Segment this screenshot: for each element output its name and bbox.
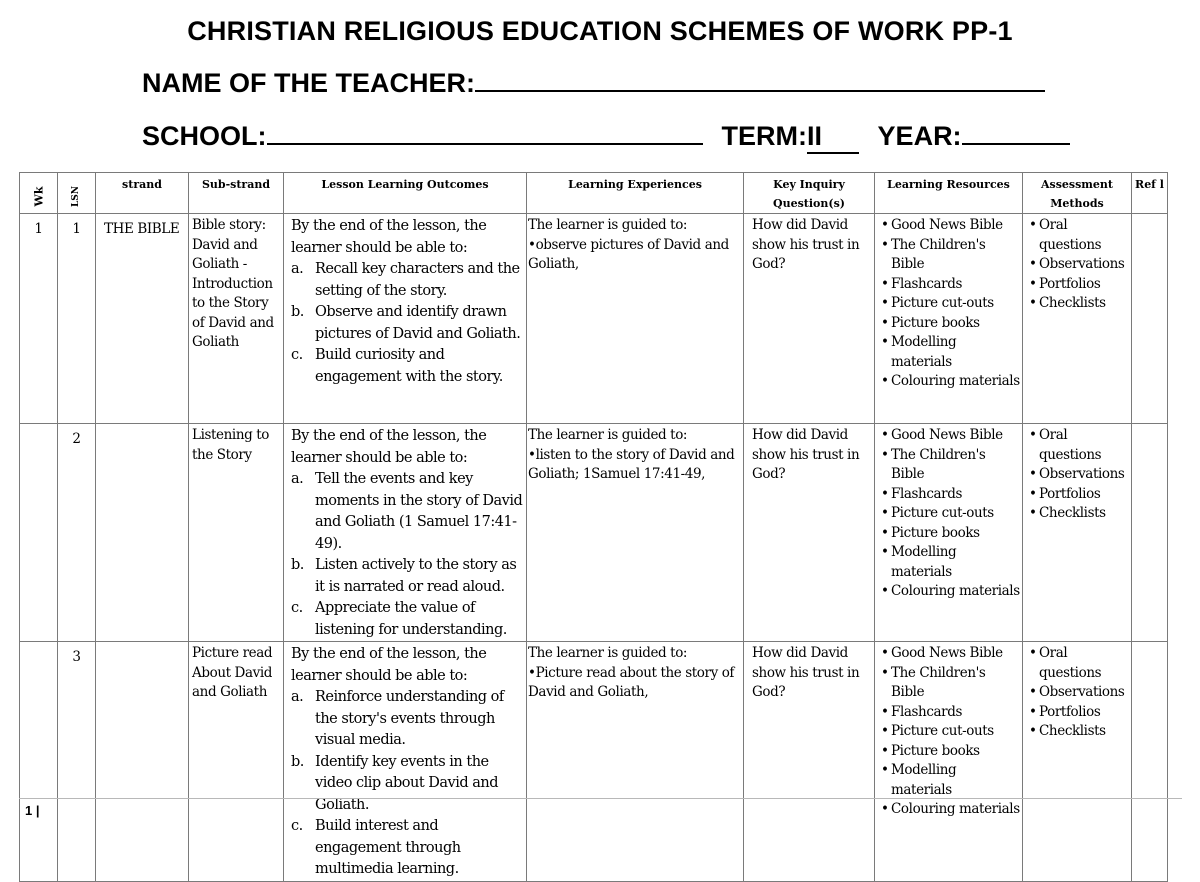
table-row (20, 642, 1168, 882)
resource-item: • Flashcards (881, 703, 1020, 723)
cell-lsn: 2 (58, 424, 96, 642)
cell-sub-strand: Picture read About David and Goliath (189, 642, 284, 882)
resource-item: • The Children's Bible (881, 236, 1020, 275)
assessment-item: • Oral questions (1029, 644, 1129, 683)
school-term-year-line (142, 121, 1070, 154)
assessment-item: • Observations (1029, 255, 1129, 275)
col-header-outcomes: Lesson Learning Outcomes (284, 173, 527, 214)
cell-wk: 1 (20, 214, 58, 424)
resource-item: • Picture cut-outs (881, 294, 1020, 314)
resource-item: • The Children's Bible (881, 446, 1020, 485)
assessment-item: • Checklists (1029, 504, 1129, 524)
resource-item: • Flashcards (881, 485, 1020, 505)
teacher-name-line (142, 68, 1045, 99)
cell-lsn: 3 (58, 642, 96, 882)
cell-resources (875, 642, 1023, 882)
outcomes-intro: By the end of the lesson, the learner should be able to: (291, 428, 487, 466)
year-blank[interactable] (962, 121, 1070, 145)
resource-item: • Picture cut-outs (881, 504, 1020, 524)
footer-divider (19, 798, 1182, 799)
outcomes-list (291, 469, 523, 641)
term-label: TERM: (721, 121, 808, 151)
resource-item: • Modelling materials (881, 333, 1020, 372)
outcome-item: b. Listen actively to the story as it is narrated or read aloud. (291, 557, 517, 595)
cell-assessment (1023, 424, 1132, 642)
resource-item: • Picture books (881, 742, 1020, 762)
col-header-key-inquiry: Key Inquiry Question(s) (744, 173, 875, 214)
cell-ref (1132, 424, 1168, 642)
cell-wk (20, 424, 58, 642)
assessment-item: • Checklists (1029, 294, 1129, 314)
school-blank[interactable] (267, 121, 703, 145)
cell-outcomes (284, 424, 527, 642)
scheme-table (19, 172, 1168, 882)
col-header-assessment: Assessment Methods (1023, 173, 1132, 214)
cell-outcomes (284, 214, 527, 424)
assessment-item: • Portfolios (1029, 275, 1129, 295)
outcome-item: a. Tell the events and key moments in the story of David and Goliath (1 Samuel 17:41-49). (291, 471, 523, 552)
col-header-wk: Wk (20, 173, 58, 214)
cell-assessment (1023, 214, 1132, 424)
cell-sub-strand: Bible story: David and Goliath - Introduction to the Story of David and Goliath (189, 214, 284, 424)
assessment-item: • Oral questions (1029, 216, 1129, 255)
cell-strand: THE BIBLE (96, 214, 189, 424)
col-header-sub-strand: Sub-strand (189, 173, 284, 214)
school-label: SCHOOL: (142, 121, 267, 151)
assessment-item: • Checklists (1029, 722, 1129, 742)
term-value: II (807, 121, 859, 154)
resource-item: • Good News Bible (881, 216, 1020, 236)
cell-wk (20, 642, 58, 882)
outcome-item: c. Build interest and engagement through multimedia learning. (291, 818, 461, 877)
cell-key-inquiry: How did David show his trust in God? (744, 214, 875, 424)
assessment-item: • Observations (1029, 465, 1129, 485)
resource-item: • Picture books (881, 314, 1020, 334)
cell-strand (96, 424, 189, 642)
document-title: CHRISTIAN RELIGIOUS EDUCATION SCHEMES OF WORK PP-1 (187, 16, 1013, 46)
resource-item: • The Children's Bible (881, 664, 1020, 703)
resource-item: • Picture books (881, 524, 1020, 544)
outcome-item: a. Reinforce understanding of the story's events through visual media. (291, 689, 504, 748)
resource-item: • Good News Bible (881, 426, 1020, 446)
outcome-item: b. Observe and identify drawn pictures of David and Goliath. (291, 304, 521, 342)
resource-item: • Modelling materials (881, 543, 1020, 582)
assessment-item: • Oral questions (1029, 426, 1129, 465)
table-row (20, 424, 1168, 642)
col-header-resources: Learning Resources (875, 173, 1023, 214)
outcomes-list (291, 687, 523, 881)
outcomes-intro: By the end of the lesson, the learner should be able to: (291, 218, 487, 256)
cell-experiences: The learner is guided to: • listen to the story of David and Goliath; 1Samuel 17:41-49, (527, 424, 744, 642)
cell-ref (1132, 642, 1168, 882)
outcome-item: a. Recall key characters and the setting of the story. (291, 261, 520, 299)
cell-key-inquiry: How did David show his trust in God? (744, 424, 875, 642)
year-label: YEAR: (877, 121, 962, 151)
teacher-name-blank[interactable] (475, 68, 1045, 92)
cell-resources (875, 424, 1023, 642)
outcome-item: b. Identify key events in the video clip about David and Goliath. (291, 753, 499, 813)
teacher-label: NAME OF THE TEACHER: (142, 68, 475, 98)
cell-experiences: The learner is guided to: • observe pictures of David and Goliath, (527, 214, 744, 424)
resource-item: • Colouring materials (881, 582, 1020, 602)
assessment-item: • Portfolios (1029, 485, 1129, 505)
cell-assessment (1023, 642, 1132, 882)
resource-item: • Colouring materials (881, 372, 1020, 392)
outcomes-list (291, 259, 523, 388)
cell-ref (1132, 214, 1168, 424)
col-header-lsn: LSN (58, 173, 96, 214)
outcomes-intro: By the end of the lesson, the learner should be able to: (291, 646, 487, 684)
table-header-row (20, 173, 1168, 214)
outcome-item: c. Appreciate the value of listening for understanding. (291, 600, 507, 638)
col-header-experiences: Learning Experiences (527, 173, 744, 214)
resource-item: • Picture cut-outs (881, 722, 1020, 742)
cell-experiences: The learner is guided to: • Picture read about the story of David and Goliath, (527, 642, 744, 882)
cell-lsn: 1 (58, 214, 96, 424)
resource-item: • Good News Bible (881, 644, 1020, 664)
cell-strand (96, 642, 189, 882)
resource-item: • Modelling materials (881, 761, 1020, 800)
outcome-item: c. Build curiosity and engagement with the story. (291, 347, 503, 385)
cell-outcomes (284, 642, 527, 882)
col-header-strand: strand (96, 173, 189, 214)
cell-resources (875, 214, 1023, 424)
table-row (20, 214, 1168, 424)
page-number: 1 | (25, 803, 40, 818)
assessment-item: • Observations (1029, 683, 1129, 703)
cell-key-inquiry: How did David show his trust in God? (744, 642, 875, 882)
resource-item: • Flashcards (881, 275, 1020, 295)
resource-item: • Colouring materials (881, 800, 1020, 820)
col-header-ref: Ref l (1132, 173, 1168, 214)
cell-sub-strand: Listening to the Story (189, 424, 284, 642)
assessment-item: • Portfolios (1029, 703, 1129, 723)
